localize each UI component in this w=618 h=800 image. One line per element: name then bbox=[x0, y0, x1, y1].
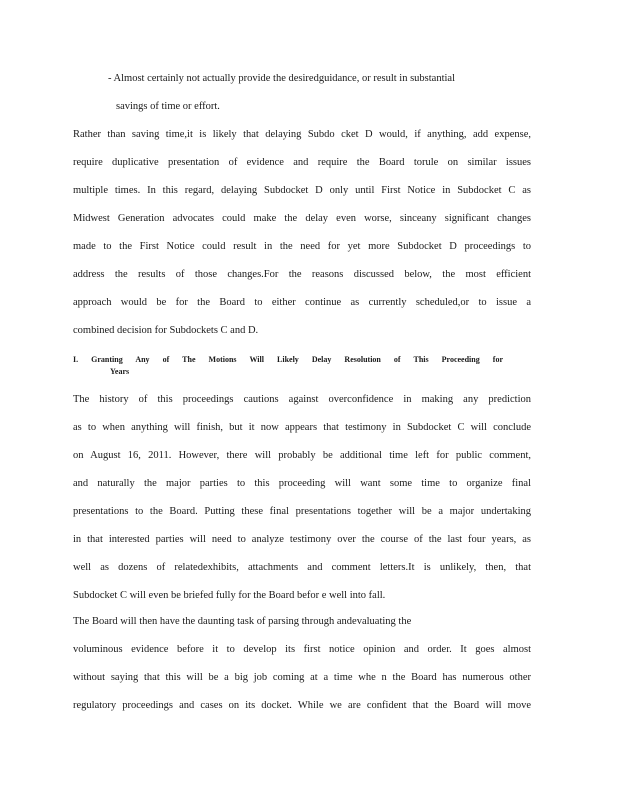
paragraph-2-line-3: on August 16, 2011. However, there will probably be additional time left for public comment, bbox=[73, 450, 531, 461]
bullet-line-2: savings of time or effort. bbox=[116, 101, 220, 112]
section-heading-line-2: Years bbox=[110, 367, 130, 376]
paragraph-2-line-5: presentations to the Board. Putting these final presentations together will be a major undertaking bbox=[73, 506, 531, 517]
paragraph-3-line-3: without saying that this will be a big job coming at a time whe n the Board has numerous other bbox=[73, 672, 531, 683]
paragraph-3-line-2: voluminous evidence before it to develop its first notice opinion and order. It goes almost bbox=[73, 644, 531, 655]
paragraph-1-line-8: combined decision for Subdockets C and D. bbox=[73, 325, 259, 336]
paragraph-1-line-3: multiple times. In this regard, delaying Subdocket D only until First Notice in Subdocket C as bbox=[73, 185, 531, 196]
paragraph-2-line-6: in that interested parties will need to analyze testimony over the course of the last four years, as bbox=[73, 534, 531, 545]
paragraph-2-line-8: Subdocket C will even be briefed fully for the Board befor e well into fall. bbox=[73, 590, 386, 601]
paragraph-3-line-1: The Board will then have the daunting task of parsing through andevaluating the bbox=[73, 616, 412, 627]
paragraph-3-line-4: regulatory proceedings and cases on its docket. While we are confident that the Board will move bbox=[73, 700, 531, 711]
paragraph-2-line-1: The history of this proceedings cautions against overconfidence in making any prediction bbox=[73, 394, 531, 405]
bullet-line-1: - Almost certainly not actually provide the desiredguidance, or result in substantial bbox=[108, 73, 455, 84]
paragraph-1-line-7: approach would be for the Board to either continue as currently scheduled,or to issue a bbox=[73, 297, 531, 308]
paragraph-2-line-4: and naturally the major parties to this proceeding will want some time to organize final bbox=[73, 478, 531, 489]
paragraph-2-line-7: well as dozens of relatedexhibits, attachments and comment letters.It is unlikely, then, that bbox=[73, 562, 531, 573]
section-heading-line-1: I. Granting Any of The Motions Will Likely Delay Resolution of This Proceeding for bbox=[73, 355, 503, 364]
paragraph-1-line-5: made to the First Notice could result in the need for yet more Subdocket D proceedings to bbox=[73, 241, 531, 252]
paragraph-1-line-2: require duplicative presentation of evidence and require the Board torule on similar issues bbox=[73, 157, 531, 168]
paragraph-2-line-2: as to when anything will finish, but it now appears that testimony in Subdocket C will conclude bbox=[73, 422, 531, 433]
paragraph-1-line-4: Midwest Generation advocates could make the delay even worse, sinceany significant changes bbox=[73, 213, 531, 224]
paragraph-1-line-1: Rather than saving time,it is likely that delaying Subdo cket D would, if anything, add expense, bbox=[73, 129, 531, 140]
paragraph-1-line-6: address the results of those changes.For the reasons discussed below, the most efficient bbox=[73, 269, 531, 280]
